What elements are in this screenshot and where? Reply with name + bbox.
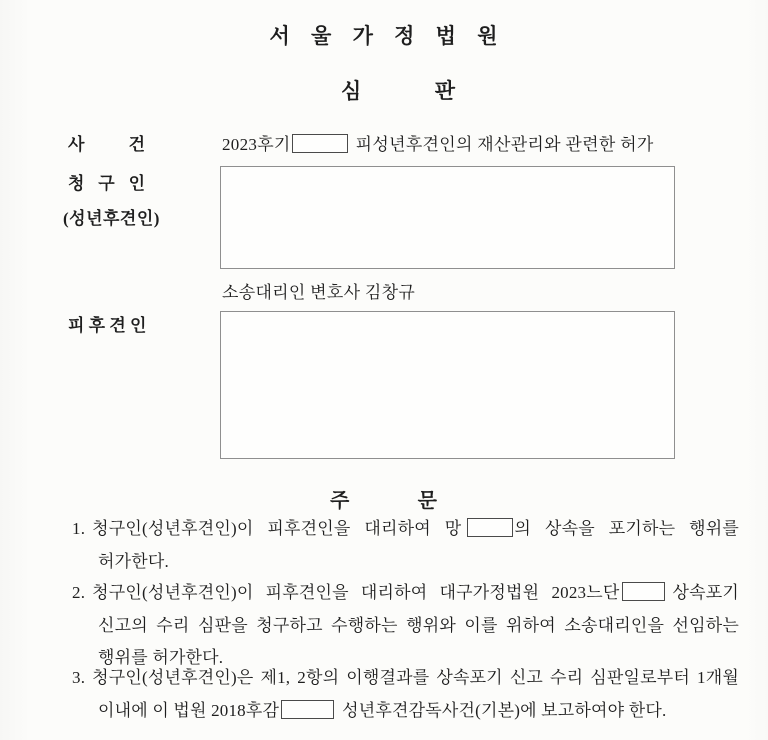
order-item-text-post: 성년후견감독사건(기본)에 보고하여야 한다.	[342, 700, 667, 720]
redaction-box-deceased-name	[467, 518, 513, 537]
document-type-heading: 심 판	[341, 79, 455, 103]
ward-label: 피 후 견 인	[68, 316, 147, 335]
redaction-box-supervision-case-number	[281, 700, 334, 719]
order-item-number: 2.	[72, 583, 86, 602]
redaction-box-ward-identity	[220, 311, 675, 459]
redaction-box-case-number	[292, 134, 348, 153]
order-item-3	[72, 662, 739, 727]
petitioner-sublabel: (성년후견인)	[63, 209, 160, 228]
court-name-title: 서 울 가 정 법 원	[269, 24, 499, 48]
redaction-box-petitioner-identity	[220, 166, 675, 269]
order-item-text-pre: 청구인(성년후견인)은 제1, 2항의 이행결과를 상속포기 신고 수리 심판일로부터 1개월 이내에 이 법원 2018후감	[92, 668, 739, 720]
case-label: 사 건	[68, 135, 145, 154]
order-item-text-post: 의 상속을 포기하는 행위를 허가한다.	[98, 519, 739, 571]
case-number-line	[222, 130, 654, 155]
case-title-suffix: 피성년후견인의 재산관리와 관련한 허가	[355, 135, 654, 154]
redaction-box-daegu-case-number	[622, 582, 665, 601]
order-item-2	[72, 577, 739, 675]
counsel-line: 소송대리인 변호사 김창규	[222, 283, 416, 302]
order-item-number: 3.	[72, 668, 86, 687]
case-number-prefix: 2023후기	[222, 135, 291, 154]
order-item-text-pre: 청구인(성년후견인)이 피후견인을 대리하여 망	[92, 519, 462, 538]
petitioner-label: 청 구 인	[68, 174, 145, 193]
order-section-heading: 주 문	[330, 490, 437, 512]
order-item-text-pre: 청구인(성년후견인)이 피후견인을 대리하여 대구가정법원 2023느단	[92, 583, 620, 602]
order-item-text-post: 상속포기 신고의 수리 심판을 청구하고 수행하는 행위와 이를 위하여 소송대리인을 선임하는 행위를 허가한다.	[98, 583, 739, 667]
order-item-1	[72, 513, 739, 578]
order-item-number: 1.	[72, 519, 86, 538]
